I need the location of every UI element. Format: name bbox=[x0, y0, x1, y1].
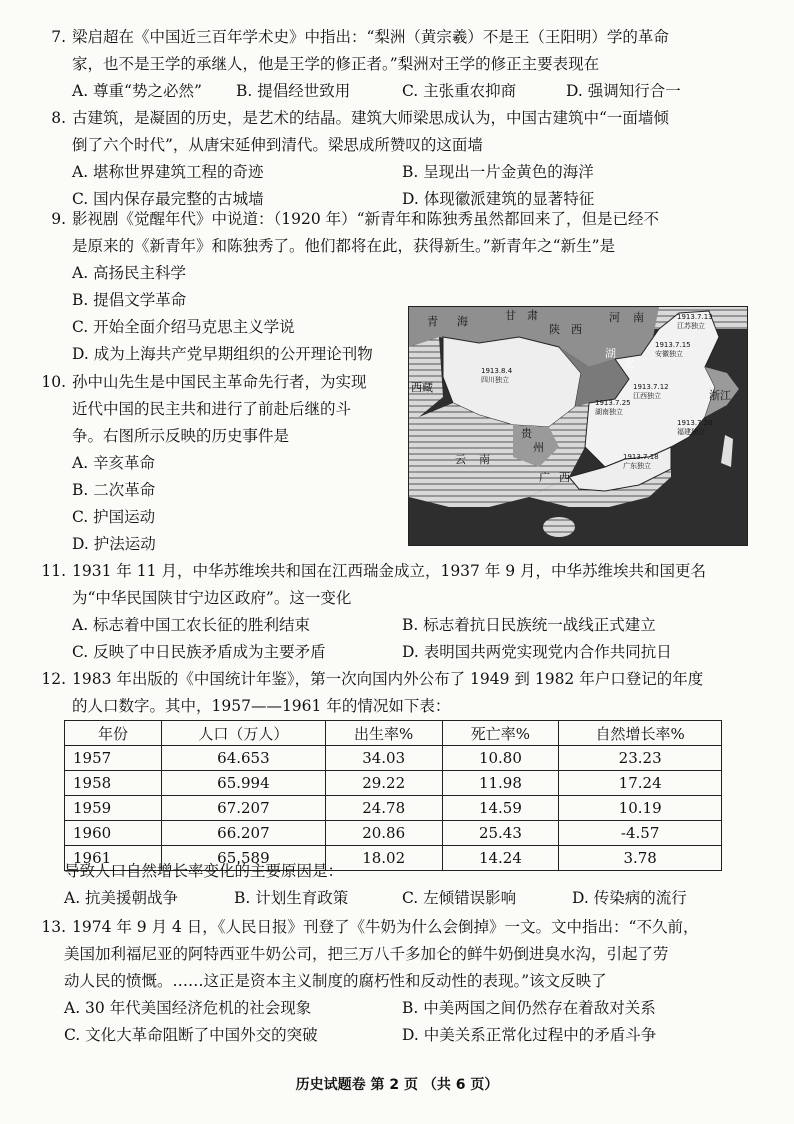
question-stem: 倒了六个时代”，从唐宋延伸到清代。梁思成所赞叹的这面墙 bbox=[72, 136, 483, 154]
question-number: 12. bbox=[41, 670, 66, 688]
question-number: 9. bbox=[51, 210, 66, 228]
option-row bbox=[28, 885, 776, 912]
table-header: 自然增长率% bbox=[559, 721, 722, 746]
page-footer: 历史试题卷 第 2 页 （共 6 页） bbox=[295, 1077, 499, 1093]
option-d[interactable]: D. 体现徽派建筑的显著特征 bbox=[402, 190, 595, 208]
map-label-nan: 南 bbox=[633, 311, 644, 324]
table-cell: 3.78 bbox=[559, 846, 722, 871]
question-stem: 1974 年 9 月 4 日，《人民日报》刊登了《牛奶为什么会倒掉》一文。文中指出：“不久前， bbox=[72, 918, 699, 936]
map-event-fujian-date: 1913.7.20 bbox=[677, 419, 713, 427]
map-event-guangdong-date: 1913.7.18 bbox=[623, 453, 659, 461]
table-cell: 65.589 bbox=[162, 846, 326, 871]
map-label-yunnan: 南 bbox=[479, 453, 490, 466]
map-label-xizang: 西藏 bbox=[411, 381, 433, 394]
option-b[interactable]: B. 计划生育政策 bbox=[234, 889, 349, 907]
question-stem: 近代中国的民主共和进行了前赴后继的斗 bbox=[72, 400, 352, 418]
map-event-jiangsu-date: 1913.7.13 bbox=[677, 313, 713, 321]
question-10 bbox=[28, 369, 408, 558]
question-11 bbox=[28, 558, 776, 666]
map-label-zhou: 州 bbox=[533, 441, 544, 454]
table-header: 人口（万人） bbox=[162, 721, 326, 746]
option-b[interactable]: B. 提倡文学革命 bbox=[72, 291, 187, 309]
table-cell: 25.43 bbox=[442, 821, 559, 846]
table-header: 死亡率% bbox=[442, 721, 559, 746]
option-row bbox=[28, 639, 776, 666]
table-row bbox=[65, 821, 722, 846]
table-cell: 17.24 bbox=[559, 771, 722, 796]
question-13 bbox=[28, 914, 776, 1049]
map-island-hainan bbox=[543, 517, 575, 537]
question-stem: 影视剧《觉醒年代》中说道：（1920 年）“新青年和陈独秀虽然都回来了，但是已经不 bbox=[72, 210, 660, 228]
table-header-row bbox=[65, 721, 722, 746]
map-label-guang: 广 bbox=[539, 471, 550, 484]
option-c[interactable]: C. 左倾错误影响 bbox=[402, 889, 517, 907]
table-cell: 67.207 bbox=[162, 796, 326, 821]
option-a[interactable]: A. 30 年代美国经济危机的社会现象 bbox=[64, 999, 312, 1017]
map-event-guangdong-text: 广东独立 bbox=[623, 462, 651, 470]
question-stem: 动人民的愤慨。……这正是资本主义制度的腐朽性和反动性的表现。”该文反映了 bbox=[64, 972, 607, 990]
question-stem: 为“中华民国陕甘宁边区政府”。这一变化 bbox=[72, 589, 352, 607]
question-stem: 导致人口自然增长率变化的主要原因是： bbox=[64, 862, 344, 880]
option-c[interactable]: C. 文化大革命阻断了中国外交的突破 bbox=[64, 1026, 318, 1044]
option-row bbox=[28, 159, 776, 186]
table-cell: 10.19 bbox=[559, 796, 722, 821]
option-row bbox=[28, 612, 776, 639]
question-number: 7. bbox=[51, 28, 66, 46]
table-cell: -4.57 bbox=[559, 821, 722, 846]
map-label-gui: 贵 bbox=[521, 427, 532, 440]
option-c[interactable]: C. 国内保存最完整的古城墙 bbox=[72, 190, 264, 208]
map-label-shaan: 陕 bbox=[549, 323, 560, 336]
option-d[interactable]: D. 成为上海共产党早期组织的公开理论刊物 bbox=[72, 345, 373, 363]
option-c[interactable]: C. 主张重农抑商 bbox=[402, 82, 517, 100]
map-label-gan: 甘 bbox=[505, 309, 516, 322]
question-12-after bbox=[28, 858, 776, 912]
map-event-jiangxi-text: 江西独立 bbox=[633, 392, 661, 400]
table-cell: 1958 bbox=[65, 771, 162, 796]
option-b[interactable]: B. 呈现出一片金黄色的海洋 bbox=[402, 163, 594, 181]
map-event-sichuan-date: 1913.8.4 bbox=[481, 367, 513, 375]
map-label-zhejiang: 浙江 bbox=[709, 389, 731, 402]
table-cell: 64.653 bbox=[162, 746, 326, 771]
table-header: 年份 bbox=[65, 721, 162, 746]
table-row bbox=[65, 746, 722, 771]
option-c[interactable]: C. 开始全面介绍马克思主义学说 bbox=[72, 318, 295, 336]
option-a[interactable]: A. 堪称世界建筑工程的奇迹 bbox=[72, 163, 264, 181]
map-event-fujian-text: 福建独立 bbox=[677, 428, 705, 436]
option-d[interactable]: D. 中美关系正常化过程中的矛盾斗争 bbox=[402, 1026, 657, 1044]
map-label-bei: 北 bbox=[623, 357, 634, 370]
map-svg bbox=[409, 307, 747, 545]
option-row bbox=[28, 78, 776, 105]
question-7 bbox=[28, 24, 776, 105]
table-cell: 11.98 bbox=[442, 771, 559, 796]
option-d[interactable]: D. 护法运动 bbox=[72, 535, 156, 553]
table-cell: 10.80 bbox=[442, 746, 559, 771]
table-cell: 14.24 bbox=[442, 846, 559, 871]
map-figure bbox=[408, 306, 748, 546]
table-cell: 18.02 bbox=[325, 846, 442, 871]
option-c[interactable]: C. 反映了中日民族矛盾成为主要矛盾 bbox=[72, 643, 326, 661]
option-row bbox=[28, 995, 776, 1022]
question-8 bbox=[28, 105, 776, 213]
table-cell: 20.86 bbox=[325, 821, 442, 846]
map-event-hunan-date: 1913.7.25 bbox=[595, 399, 631, 407]
question-stem: 古建筑，是凝固的历史，是艺术的结晶。建筑大师梁思成认为，中国古建筑中“一面墙倾 bbox=[72, 109, 669, 127]
question-number: 13. bbox=[41, 918, 66, 936]
table-cell: 1959 bbox=[65, 796, 162, 821]
option-a[interactable]: A. 抗美援朝战争 bbox=[64, 889, 179, 907]
question-stem: 孙中山先生是中国民主革命先行者，为实现 bbox=[72, 373, 367, 391]
map-label-yun: 云 bbox=[455, 453, 466, 466]
table-row bbox=[65, 796, 722, 821]
question-stem: 家，也不是王学的承继人，他是王学的修正者。”梨洲对王学的修正主要表现在 bbox=[72, 55, 600, 73]
map-event-jiangxi-date: 1913.7.12 bbox=[633, 383, 669, 391]
map-event-jiangsu-text: 江苏独立 bbox=[677, 322, 705, 330]
table-cell: 1961 bbox=[65, 846, 162, 871]
table-cell: 65.994 bbox=[162, 771, 326, 796]
table-cell: 29.22 bbox=[325, 771, 442, 796]
option-a[interactable]: A. 标志着中国工农长征的胜利结束 bbox=[72, 616, 311, 634]
question-12 bbox=[28, 666, 776, 720]
map-event-anhui-text: 安徽独立 bbox=[655, 350, 683, 358]
table-cell: 24.78 bbox=[325, 796, 442, 821]
map-event-anhui-date: 1913.7.15 bbox=[655, 341, 691, 349]
question-stem: 的人口数字。其中，1957——1961 年的情况如下表： bbox=[72, 697, 451, 715]
map-region-tibet bbox=[409, 337, 443, 417]
option-row bbox=[28, 1022, 776, 1049]
question-number: 8. bbox=[51, 109, 66, 127]
table-cell: 66.207 bbox=[162, 821, 326, 846]
question-number: 10. bbox=[41, 373, 66, 391]
map-label-guangxi: 西 bbox=[559, 471, 570, 484]
table-cell: 1957 bbox=[65, 746, 162, 771]
option-d[interactable]: D. 表明国共两党实现党内合作共同抗日 bbox=[402, 643, 672, 661]
question-stem: 是原来的《新青年》和陈独秀了。他们都将在此，获得新生。”新青年之“新生”是 bbox=[72, 237, 616, 255]
question-stem: 1931 年 11 月，中华苏维埃共和国在江西瑞金成立，1937 年 9 月，中华苏维埃共和国更名 bbox=[72, 562, 707, 580]
map-label-he: 河 bbox=[609, 311, 620, 324]
map-label-su: 肃 bbox=[527, 309, 538, 322]
option-a[interactable]: A. 高扬民主科学 bbox=[72, 264, 187, 282]
question-stem: 争。右图所示反映的历史事件是 bbox=[72, 427, 290, 445]
option-b[interactable]: B. 二次革命 bbox=[72, 481, 156, 499]
option-a[interactable]: A. 辛亥革命 bbox=[72, 454, 156, 472]
map-label-xi: 西 bbox=[571, 323, 582, 336]
option-c[interactable]: C. 护国运动 bbox=[72, 508, 156, 526]
map-event-hunan-text: 湖南独立 bbox=[595, 408, 623, 416]
option-b[interactable]: B. 标志着抗日民族统一战线正式建立 bbox=[402, 616, 656, 634]
question-stem: 美国加利福尼亚的阿特西亚牛奶公司，把三万八千多加仑的鲜牛奶倒进臭水沟，引起了劳 bbox=[64, 945, 669, 963]
table-row bbox=[65, 771, 722, 796]
option-b[interactable]: B. 提倡经世致用 bbox=[236, 82, 351, 100]
option-b[interactable]: B. 中美两国之间仍然存在着敌对关系 bbox=[402, 999, 656, 1017]
question-number: 11. bbox=[41, 562, 66, 580]
option-d[interactable]: D. 传染病的流行 bbox=[572, 889, 687, 907]
option-a[interactable]: A. 尊重“势之必然” bbox=[72, 82, 202, 100]
table-cell: 34.03 bbox=[325, 746, 442, 771]
map-label-hai: 海 bbox=[457, 315, 468, 328]
table-cell: 1960 bbox=[65, 821, 162, 846]
table-cell: 23.23 bbox=[559, 746, 722, 771]
question-stem: 1983 年出版的《中国统计年鉴》，第一次向国内外公布了 1949 到 1982 年户口登记的年度 bbox=[72, 670, 704, 688]
map-label-hu: 湖 bbox=[605, 347, 616, 360]
table-cell: 14.59 bbox=[442, 796, 559, 821]
option-d[interactable]: D. 强调知行合一 bbox=[566, 82, 681, 100]
question-stem: 梁启超在《中国近三百年学术史》中指出：“梨洲（黄宗羲）不是王（王阳明）学的革命 bbox=[72, 28, 669, 46]
population-table bbox=[64, 720, 722, 871]
table-header: 出生率% bbox=[325, 721, 442, 746]
map-label-qing: 青 bbox=[427, 315, 438, 328]
map-event-sichuan-text: 四川独立 bbox=[481, 376, 509, 384]
